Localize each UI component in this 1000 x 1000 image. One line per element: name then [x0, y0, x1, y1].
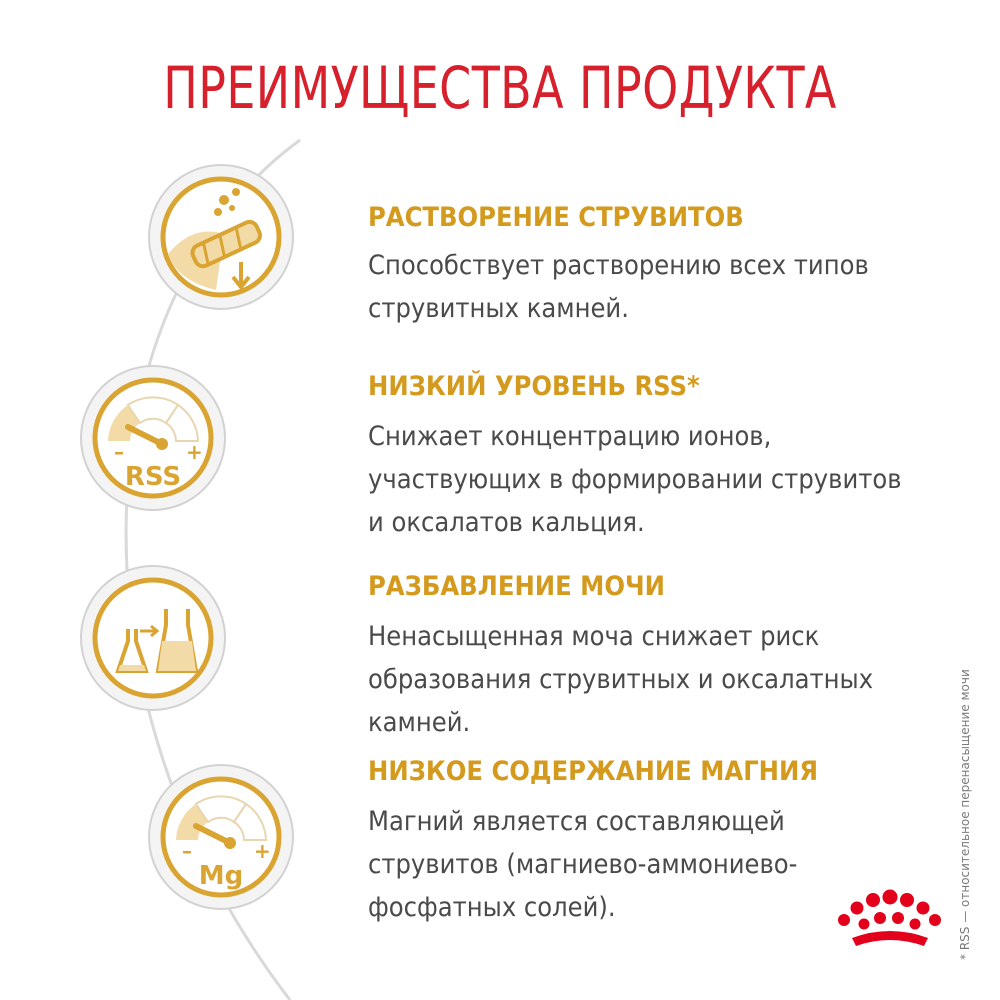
- benefit-text-line: фосфатных солей).: [368, 892, 616, 923]
- page-title: ПРЕИМУЩЕСТВА ПРОДУКТА: [163, 54, 837, 122]
- svg-text:+: +: [186, 440, 203, 464]
- benefit-heading: НИЗКИЙ УРОВЕНЬ RSS*: [368, 371, 700, 402]
- benefit-heading: РАЗБАВЛЕНИЕ МОЧИ: [368, 571, 665, 602]
- benefit-text-line: Ненасыщенная моча снижает риск: [368, 621, 820, 652]
- svg-text:RSS: RSS: [124, 462, 182, 492]
- benefit-text-line: участвующих в формировании струвитов: [368, 464, 902, 495]
- benefit-text-line: камней.: [368, 707, 471, 738]
- struvite-dissolution-icon: [146, 162, 296, 312]
- svg-text:Mg: Mg: [198, 861, 244, 891]
- rss-footnote: * RSS — относительное перенасыщение мочи: [958, 669, 972, 960]
- benefit-text-line: струвитных камней.: [368, 293, 629, 324]
- magnesium-gauge-icon: [146, 762, 296, 912]
- urine-dilution-icon: [78, 563, 228, 713]
- benefit-text-line: и оксалатов кальция.: [368, 507, 645, 538]
- svg-text:+: +: [254, 839, 271, 863]
- svg-text:–: –: [114, 440, 124, 464]
- benefit-urine-dilution: [368, 569, 928, 744]
- benefit-text-line: образования струвитных и оксалатных: [368, 664, 874, 695]
- benefit-text-line: струвитов (магниево-аммониево-: [368, 849, 798, 880]
- rss-gauge-icon: [78, 363, 228, 513]
- benefit-heading: РАСТВОРЕНИЕ СТРУВИТОВ: [368, 202, 744, 233]
- benefit-text-line: Способствует растворению всех типов: [368, 250, 869, 281]
- benefit-struvite-dissolution: [368, 200, 928, 330]
- benefit-low-rss: [368, 369, 928, 544]
- benefit-text-line: Магний является составляющей: [368, 806, 785, 837]
- svg-text:–: –: [182, 839, 192, 863]
- benefit-heading: НИЗКОЕ СОДЕРЖАНИЕ МАГНИЯ: [368, 756, 819, 787]
- crown-logo-icon: [832, 886, 944, 954]
- benefit-text-line: Снижает концентрацию ионов,: [368, 421, 772, 452]
